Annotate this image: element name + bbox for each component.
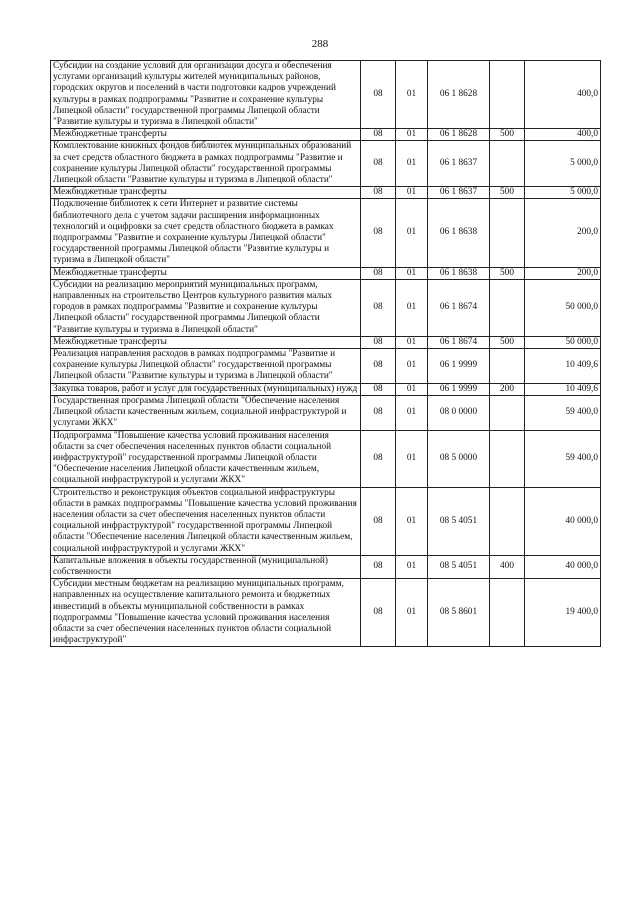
expense-name-cell: Комплектование книжных фондов библиотек муниципальных образований за счет средств областного бюджета в рамках подпрограммы "Развитие и сохранение культуры Липецкой области" государственной программы Липецкой области "Развитие культуры и туризма в Липецкой области" xyxy=(51,141,361,187)
section-code-cell: 08 xyxy=(361,199,396,267)
amount-cell: 10 409,6 xyxy=(525,349,601,384)
amount-cell: 10 409,6 xyxy=(525,383,601,395)
expense-name-cell: Межбюджетные трансферты xyxy=(51,336,361,348)
section-code-cell: 08 xyxy=(361,336,396,348)
amount-cell: 50 000,0 xyxy=(525,279,601,336)
section-code-cell: 08 xyxy=(361,349,396,384)
expense-type-cell: 500 xyxy=(490,129,525,141)
subsection-code-cell: 01 xyxy=(396,430,428,487)
table-row xyxy=(51,349,601,384)
amount-cell: 5 000,0 xyxy=(525,187,601,199)
table-row xyxy=(51,336,601,348)
table-row xyxy=(51,383,601,395)
section-code-cell: 08 xyxy=(361,279,396,336)
target-article-cell: 06 1 9999 xyxy=(428,383,490,395)
expense-name-cell: Субсидии местным бюджетам на реализацию муниципальных программ, направленных на осуществление капитального ремонта и бюджетных инвестиций в объекты муниципальной собственности в рамках подпрограммы "Повышение качества условий проживания населения области за счет обеспечения населенных пунктов области социальной инфраструктурой" xyxy=(51,579,361,647)
subsection-code-cell: 01 xyxy=(396,267,428,279)
expense-name-cell: Межбюджетные трансферты xyxy=(51,187,361,199)
section-code-cell: 08 xyxy=(361,383,396,395)
amount-cell: 50 000,0 xyxy=(525,336,601,348)
expense-type-cell xyxy=(490,395,525,430)
expense-name-cell: Межбюджетные трансферты xyxy=(51,129,361,141)
expense-type-cell xyxy=(490,430,525,487)
subsection-code-cell: 01 xyxy=(396,141,428,187)
table-row xyxy=(51,579,601,647)
subsection-code-cell: 01 xyxy=(396,579,428,647)
amount-cell: 40 000,0 xyxy=(525,487,601,555)
target-article-cell: 06 1 8628 xyxy=(428,129,490,141)
target-article-cell: 06 1 8637 xyxy=(428,141,490,187)
table-row xyxy=(51,487,601,555)
expense-type-cell: 500 xyxy=(490,267,525,279)
section-code-cell: 08 xyxy=(361,141,396,187)
expense-type-cell: 500 xyxy=(490,187,525,199)
expense-type-cell xyxy=(490,349,525,384)
table-row xyxy=(51,555,601,578)
section-code-cell: 08 xyxy=(361,187,396,199)
section-code-cell: 08 xyxy=(361,555,396,578)
target-article-cell: 08 0 0000 xyxy=(428,395,490,430)
section-code-cell: 08 xyxy=(361,267,396,279)
target-article-cell: 08 5 4051 xyxy=(428,487,490,555)
expense-name-cell: Реализация направления расходов в рамках подпрограммы "Развитие и сохранение культуры Липецкой области" государственной программы Липецкой области "Развитие культуры и туризма в Липецкой области" xyxy=(51,349,361,384)
expense-name-cell: Строительство и реконструкция объектов социальной инфраструктуры области в рамках подпрограммы "Повышение качества условий проживания населения области за счет обеспечения населенных пунктов области социальной инфраструктурой" государственной программы Липецкой области "Обеспечение населения Липецкой области качественным жильем, социальной инфраструктурой и услугами ЖКХ" xyxy=(51,487,361,555)
page-number: 288 xyxy=(311,38,329,50)
expense-type-cell xyxy=(490,579,525,647)
expense-type-cell xyxy=(490,199,525,267)
target-article-cell: 08 5 4051 xyxy=(428,555,490,578)
subsection-code-cell: 01 xyxy=(396,487,428,555)
target-article-cell: 06 1 8637 xyxy=(428,187,490,199)
amount-cell: 200,0 xyxy=(525,267,601,279)
target-article-cell: 06 1 8638 xyxy=(428,267,490,279)
amount-cell: 19 400,0 xyxy=(525,579,601,647)
amount-cell: 400,0 xyxy=(525,129,601,141)
table-row xyxy=(51,61,601,129)
target-article-cell: 08 5 8601 xyxy=(428,579,490,647)
expense-name-cell: Капитальные вложения в объекты государственной (муниципальной) собственности xyxy=(51,555,361,578)
table-row xyxy=(51,187,601,199)
subsection-code-cell: 01 xyxy=(396,349,428,384)
amount-cell: 5 000,0 xyxy=(525,141,601,187)
subsection-code-cell: 01 xyxy=(396,61,428,129)
section-code-cell: 08 xyxy=(361,579,396,647)
expense-name-cell: Межбюджетные трансферты xyxy=(51,267,361,279)
amount-cell: 200,0 xyxy=(525,199,601,267)
subsection-code-cell: 01 xyxy=(396,187,428,199)
budget-table xyxy=(50,60,601,647)
target-article-cell: 06 1 9999 xyxy=(428,349,490,384)
section-code-cell: 08 xyxy=(361,430,396,487)
target-article-cell: 06 1 8674 xyxy=(428,279,490,336)
budget-table-body xyxy=(51,61,601,647)
table-row xyxy=(51,267,601,279)
section-code-cell: 08 xyxy=(361,487,396,555)
target-article-cell: 06 1 8638 xyxy=(428,199,490,267)
table-row xyxy=(51,199,601,267)
subsection-code-cell: 01 xyxy=(396,395,428,430)
table-row xyxy=(51,129,601,141)
expense-type-cell xyxy=(490,487,525,555)
target-article-cell: 08 5 0000 xyxy=(428,430,490,487)
amount-cell: 59 400,0 xyxy=(525,430,601,487)
section-code-cell: 08 xyxy=(361,395,396,430)
table-row xyxy=(51,279,601,336)
amount-cell: 40 000,0 xyxy=(525,555,601,578)
table-row xyxy=(51,395,601,430)
amount-cell: 400,0 xyxy=(525,61,601,129)
expense-type-cell: 200 xyxy=(490,383,525,395)
expense-type-cell: 500 xyxy=(490,336,525,348)
expense-type-cell xyxy=(490,61,525,129)
expense-name-cell: Подключение библиотек к сети Интернет и развитие системы библиотечного дела с учетом задачи расширения информационных технологий и оцифровки за счет средств областного бюджета в рамках подпрограммы "Развитие и сохранение культуры Липецкой области" государственной программы Липецкой области "Развитие культуры и туризма в Липецкой области" xyxy=(51,199,361,267)
table-row xyxy=(51,430,601,487)
expense-type-cell xyxy=(490,141,525,187)
target-article-cell: 06 1 8674 xyxy=(428,336,490,348)
expense-type-cell: 400 xyxy=(490,555,525,578)
amount-cell: 59 400,0 xyxy=(525,395,601,430)
table-row xyxy=(51,141,601,187)
section-code-cell: 08 xyxy=(361,61,396,129)
subsection-code-cell: 01 xyxy=(396,336,428,348)
expense-name-cell: Субсидии на создание условий для организации досуга и обеспечения услугами организаций культуры жителей муниципальных районов, городских округов и поселений в части подготовки кадров учреждений культуры в рамках подпрограммы "Развитие и сохранение культуры Липецкой области" государственной программы Липецкой области "Развитие культуры и туризма в Липецкой области" xyxy=(51,61,361,129)
subsection-code-cell: 01 xyxy=(396,279,428,336)
subsection-code-cell: 01 xyxy=(396,383,428,395)
section-code-cell: 08 xyxy=(361,129,396,141)
expense-name-cell: Подпрограмма "Повышение качества условий проживания населения области за счет обеспечения населенных пунктов области социальной инфраструктурой" государственной программы Липецкой области "Обеспечение населения Липецкой области качественным жильем, социальной инфраструктурой и услугами ЖКХ" xyxy=(51,430,361,487)
subsection-code-cell: 01 xyxy=(396,199,428,267)
expense-name-cell: Закупка товаров, работ и услуг для государственных (муниципальных) нужд xyxy=(51,383,361,395)
subsection-code-cell: 01 xyxy=(396,129,428,141)
expense-name-cell: Субсидии на реализацию мероприятий муниципальных программ, направленных на строительство Центров культурного развития малых городов в рамках подпрограммы "Развитие и сохранение культуры Липецкой области" государственной программы Липецкой области "Развитие культуры и туризма в Липецкой области" xyxy=(51,279,361,336)
subsection-code-cell: 01 xyxy=(396,555,428,578)
target-article-cell: 06 1 8628 xyxy=(428,61,490,129)
expense-type-cell xyxy=(490,279,525,336)
expense-name-cell: Государственная программа Липецкой области "Обеспечение населения Липецкой области качественным жильем, социальной инфраструктурой и услугами ЖКХ" xyxy=(51,395,361,430)
